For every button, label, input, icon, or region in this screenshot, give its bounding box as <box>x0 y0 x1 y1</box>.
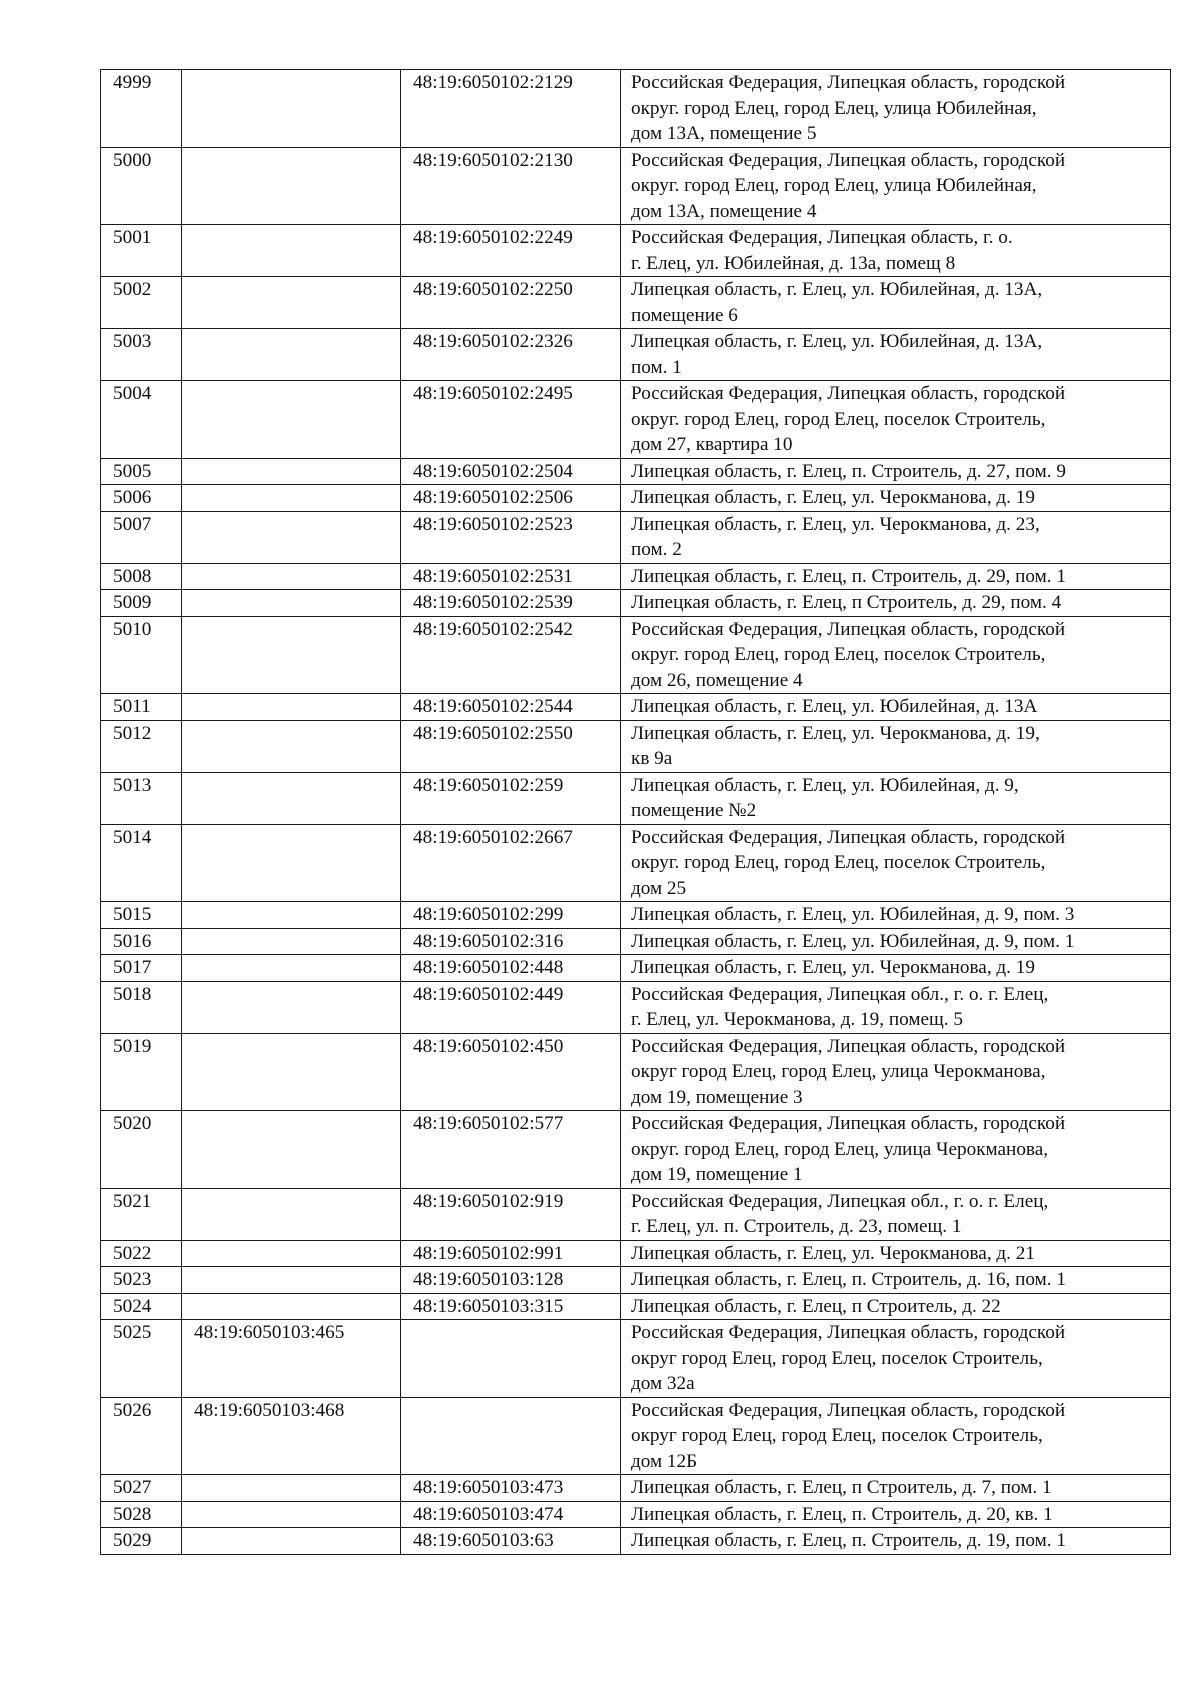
object-number-cell: 48:19:6050103:128 <box>401 1267 621 1294</box>
table-row <box>101 1397 1171 1475</box>
row-number-cell: 5023 <box>101 1267 182 1294</box>
table-row <box>101 1528 1171 1555</box>
parcel-number-cell <box>182 1033 401 1111</box>
parcel-number-cell: 48:19:6050103:465 <box>182 1320 401 1398</box>
table-row <box>101 1475 1171 1502</box>
parcel-number-cell <box>182 458 401 485</box>
address-line: Российская Федерация, Липецкая область, городской <box>631 1035 1066 1057</box>
object-number-cell: 48:19:6050102:259 <box>401 772 621 824</box>
address-line: дом 19, помещение 3 <box>631 1086 803 1108</box>
parcel-number-cell <box>182 329 401 381</box>
parcel-number-cell <box>182 981 401 1033</box>
address-line: г. Елец, ул. Черокманова, д. 19, помещ. 5 <box>631 1009 963 1030</box>
parcel-number-cell <box>182 277 401 329</box>
parcel-number-cell <box>182 772 401 824</box>
row-number-cell: 5029 <box>101 1528 182 1555</box>
address-line: дом 26, помещение 4 <box>631 669 803 691</box>
row-number-cell: 5018 <box>101 981 182 1033</box>
object-number-cell: 48:19:6050102:2531 <box>401 563 621 590</box>
address-cell <box>621 824 1171 902</box>
document-page <box>100 69 1171 1555</box>
address-line: Российская Федерация, Липецкая область, городской <box>631 1399 1066 1421</box>
address-line: округ. город Елец, город Елец, поселок Строитель, <box>631 852 1046 873</box>
table-row <box>101 70 1171 148</box>
row-number-cell: 5025 <box>101 1320 182 1398</box>
address-line: Российская Федерация, Липецкая область, городской <box>631 826 1066 848</box>
address-line: дом 32а <box>631 1373 695 1394</box>
object-number-cell: 48:19:6050102:449 <box>401 981 621 1033</box>
table-row <box>101 329 1171 381</box>
parcel-number-cell <box>182 902 401 929</box>
address-cell <box>621 225 1171 277</box>
table-row <box>101 511 1171 563</box>
row-number-cell: 5020 <box>101 1111 182 1189</box>
address-cell <box>621 720 1171 772</box>
address-cell <box>621 381 1171 459</box>
address-cell <box>621 70 1171 148</box>
object-number-cell: 48:19:6050102:2504 <box>401 458 621 485</box>
address-line: округ. город Елец, город Елец, улица Черокманова, <box>631 1138 1049 1160</box>
parcel-number-cell <box>182 1111 401 1189</box>
address-cell <box>621 511 1171 563</box>
address-line: Липецкая область, г. Елец, ул. Черокманова, д. 19 <box>631 487 1035 508</box>
address-cell <box>621 772 1171 824</box>
row-number-cell: 5007 <box>101 511 182 563</box>
address-cell <box>621 1397 1171 1475</box>
address-cell <box>621 147 1171 225</box>
address-line: Российская Федерация, Липецкая обл., г. о. г. Елец, <box>631 983 1049 1005</box>
address-line: Российская Федерация, Липецкая область, г. о. <box>631 227 1013 248</box>
address-line: пом. 1 <box>631 356 682 378</box>
address-line: округ город Елец, город Елец, улица Черокманова, <box>631 1061 1046 1082</box>
address-line: Липецкая область, г. Елец, п. Строитель, д. 19, пом. 1 <box>631 1530 1066 1551</box>
table-row <box>101 381 1171 459</box>
row-number-cell: 5014 <box>101 824 182 902</box>
address-cell <box>621 329 1171 381</box>
address-cell <box>621 458 1171 485</box>
row-number-cell: 5009 <box>101 590 182 617</box>
parcel-number-cell <box>182 1475 401 1502</box>
parcel-number-cell <box>182 1528 401 1555</box>
address-line: дом 19, помещение 1 <box>631 1164 803 1185</box>
parcel-number-cell <box>182 720 401 772</box>
address-cell <box>621 277 1171 329</box>
address-cell <box>621 1240 1171 1267</box>
address-cell <box>621 1033 1171 1111</box>
address-cell <box>621 1293 1171 1320</box>
parcel-number-cell <box>182 485 401 512</box>
table-row <box>101 1293 1171 1320</box>
table-row <box>101 147 1171 225</box>
address-line: Липецкая область, г. Елец, ул. Юбилейная, д. 9, пом. 1 <box>631 930 1075 952</box>
object-number-cell: 48:19:6050102:2495 <box>401 381 621 459</box>
row-number-cell: 5017 <box>101 955 182 982</box>
address-line: дом 25 <box>631 877 687 899</box>
registry-table-body <box>101 70 1171 1555</box>
object-number-cell: 48:19:6050102:2550 <box>401 720 621 772</box>
object-number-cell: 48:19:6050102:2506 <box>401 485 621 512</box>
address-line: Липецкая область, г. Елец, ул. Юбилейная, д. 13А, <box>631 331 1043 352</box>
row-number-cell: 5027 <box>101 1475 182 1502</box>
object-number-cell: 48:19:6050102:991 <box>401 1240 621 1267</box>
table-row <box>101 458 1171 485</box>
parcel-number-cell <box>182 694 401 721</box>
address-line: округ. город Елец, город Елец, улица Юбилейная, <box>631 175 1037 196</box>
address-line: дом 13А, помещение 5 <box>631 123 817 144</box>
row-number-cell: 5011 <box>101 694 182 721</box>
address-line: округ город Елец, город Елец, поселок Строитель, <box>631 1347 1043 1369</box>
table-row <box>101 1267 1171 1294</box>
address-cell <box>621 1501 1171 1528</box>
address-line: Липецкая область, г. Елец, п Строитель, д. 7, пом. 1 <box>631 1477 1052 1498</box>
address-cell <box>621 1475 1171 1502</box>
object-number-cell <box>401 1397 621 1475</box>
object-number-cell: 48:19:6050102:577 <box>401 1111 621 1189</box>
parcel-number-cell <box>182 147 401 225</box>
address-line: Липецкая область, г. Елец, п. Строитель, д. 20, кв. 1 <box>631 1503 1053 1525</box>
table-row <box>101 616 1171 694</box>
parcel-number-cell <box>182 563 401 590</box>
row-number-cell: 5019 <box>101 1033 182 1111</box>
address-line: Липецкая область, г. Елец, ул. Юбилейная, д. 9, пом. 3 <box>631 904 1075 925</box>
row-number-cell: 5005 <box>101 458 182 485</box>
address-line: Липецкая область, г. Елец, п. Строитель, д. 16, пом. 1 <box>631 1269 1066 1290</box>
row-number-cell: 5003 <box>101 329 182 381</box>
address-cell <box>621 1188 1171 1240</box>
object-number-cell: 48:19:6050102:2129 <box>401 70 621 148</box>
address-cell <box>621 1528 1171 1555</box>
object-number-cell: 48:19:6050102:2250 <box>401 277 621 329</box>
address-line: округ. город Елец, город Елец, улица Юбилейная, <box>631 97 1037 119</box>
address-cell <box>621 928 1171 955</box>
address-cell <box>621 616 1171 694</box>
table-row <box>101 1240 1171 1267</box>
object-number-cell: 48:19:6050102:2130 <box>401 147 621 225</box>
object-number-cell: 48:19:6050102:2249 <box>401 225 621 277</box>
parcel-number-cell <box>182 1267 401 1294</box>
parcel-number-cell <box>182 824 401 902</box>
row-number-cell: 5028 <box>101 1501 182 1528</box>
address-cell <box>621 1111 1171 1189</box>
row-number-cell: 5022 <box>101 1240 182 1267</box>
address-line: Липецкая область, г. Елец, ул. Юбилейная, д. 13А <box>631 696 1038 717</box>
address-line: Липецкая область, г. Елец, ул. Юбилейная, д. 13А, <box>631 279 1043 300</box>
address-cell <box>621 902 1171 929</box>
object-number-cell: 48:19:6050102:316 <box>401 928 621 955</box>
address-cell <box>621 563 1171 590</box>
object-number-cell: 48:19:6050102:2542 <box>401 616 621 694</box>
address-line: Российская Федерация, Липецкая область, городской <box>631 1113 1066 1134</box>
address-line: Липецкая область, г. Елец, п Строитель, д. 22 <box>631 1295 1001 1317</box>
table-row <box>101 1501 1171 1528</box>
address-line: Российская Федерация, Липецкая обл., г. о. г. Елец, <box>631 1190 1049 1212</box>
address-line: Липецкая область, г. Елец, ул. Черокманова, д. 19 <box>631 957 1035 978</box>
object-number-cell: 48:19:6050103:63 <box>401 1528 621 1555</box>
row-number-cell: 5001 <box>101 225 182 277</box>
address-line: округ. город Елец, город Елец, поселок Строитель, <box>631 408 1046 430</box>
object-number-cell: 48:19:6050103:315 <box>401 1293 621 1320</box>
table-row <box>101 1188 1171 1240</box>
parcel-number-cell <box>182 381 401 459</box>
row-number-cell: 5006 <box>101 485 182 512</box>
address-line: дом 13А, помещение 4 <box>631 200 817 222</box>
address-line: Липецкая область, г. Елец, п. Строитель, д. 29, пом. 1 <box>631 565 1066 587</box>
row-number-cell: 5000 <box>101 147 182 225</box>
address-cell <box>621 1267 1171 1294</box>
table-row <box>101 277 1171 329</box>
row-number-cell: 5021 <box>101 1188 182 1240</box>
parcel-number-cell <box>182 1188 401 1240</box>
address-line: Российская Федерация, Липецкая область, городской <box>631 149 1066 171</box>
parcel-number-cell: 48:19:6050103:468 <box>182 1397 401 1475</box>
address-line: помещение 6 <box>631 304 738 326</box>
object-number-cell: 48:19:6050103:473 <box>401 1475 621 1502</box>
parcel-number-cell <box>182 1293 401 1320</box>
row-number-cell: 5012 <box>101 720 182 772</box>
address-line: Российская Федерация, Липецкая область, городской <box>631 1322 1066 1343</box>
table-row <box>101 1033 1171 1111</box>
address-line: г. Елец, ул. п. Строитель, д. 23, помещ. 1 <box>631 1216 962 1237</box>
address-cell <box>621 694 1171 721</box>
registry-table <box>100 69 1171 1555</box>
object-number-cell: 48:19:6050102:2544 <box>401 694 621 721</box>
parcel-number-cell <box>182 1501 401 1528</box>
parcel-number-cell <box>182 928 401 955</box>
table-row <box>101 955 1171 982</box>
address-cell <box>621 981 1171 1033</box>
address-line: Липецкая область, г. Елец, ул. Черокманова, д. 23, <box>631 513 1040 535</box>
table-row <box>101 563 1171 590</box>
address-line: пом. 2 <box>631 539 682 560</box>
object-number-cell: 48:19:6050102:448 <box>401 955 621 982</box>
object-number-cell: 48:19:6050102:299 <box>401 902 621 929</box>
row-number-cell: 5016 <box>101 928 182 955</box>
object-number-cell: 48:19:6050102:2539 <box>401 590 621 617</box>
table-row <box>101 981 1171 1033</box>
row-number-cell: 5010 <box>101 616 182 694</box>
address-line: Российская Федерация, Липецкая область, городской <box>631 72 1066 93</box>
address-cell <box>621 485 1171 512</box>
row-number-cell: 5004 <box>101 381 182 459</box>
row-number-cell: 5008 <box>101 563 182 590</box>
table-row <box>101 928 1171 955</box>
address-line: кв 9а <box>631 748 673 769</box>
object-number-cell: 48:19:6050103:474 <box>401 1501 621 1528</box>
parcel-number-cell <box>182 1240 401 1267</box>
parcel-number-cell <box>182 70 401 148</box>
parcel-number-cell <box>182 955 401 982</box>
address-line: Российская Федерация, Липецкая область, городской <box>631 618 1066 640</box>
parcel-number-cell <box>182 616 401 694</box>
address-cell <box>621 1320 1171 1398</box>
object-number-cell: 48:19:6050102:2667 <box>401 824 621 902</box>
address-line: Липецкая область, г. Елец, п. Строитель, д. 27, пом. 9 <box>631 460 1066 482</box>
parcel-number-cell <box>182 511 401 563</box>
address-line: Липецкая область, г. Елец, п Строитель, д. 29, пом. 4 <box>631 592 1062 613</box>
table-row <box>101 1111 1171 1189</box>
object-number-cell: 48:19:6050102:919 <box>401 1188 621 1240</box>
row-number-cell: 5013 <box>101 772 182 824</box>
address-line: дом 27, квартира 10 <box>631 434 793 455</box>
table-row <box>101 590 1171 617</box>
address-cell <box>621 955 1171 982</box>
table-row <box>101 1320 1171 1398</box>
parcel-number-cell <box>182 225 401 277</box>
address-line: дом 12Б <box>631 1450 698 1472</box>
address-line: округ. город Елец, город Елец, поселок Строитель, <box>631 644 1046 665</box>
address-line: г. Елец, ул. Юбилейная, д. 13а, помещ 8 <box>631 252 956 274</box>
table-row <box>101 902 1171 929</box>
object-number-cell: 48:19:6050102:2326 <box>401 329 621 381</box>
row-number-cell: 5015 <box>101 902 182 929</box>
address-line: Липецкая область, г. Елец, ул. Юбилейная, д. 9, <box>631 774 1019 796</box>
table-row <box>101 694 1171 721</box>
address-line: Липецкая область, г. Елец, ул. Черокманова, д. 21 <box>631 1242 1035 1264</box>
address-line: помещение №2 <box>631 800 757 821</box>
table-row <box>101 485 1171 512</box>
address-line: Липецкая область, г. Елец, ул. Черокманова, д. 19, <box>631 722 1040 744</box>
table-row <box>101 225 1171 277</box>
table-row <box>101 720 1171 772</box>
table-row <box>101 772 1171 824</box>
row-number-cell: 5026 <box>101 1397 182 1475</box>
object-number-cell: 48:19:6050102:2523 <box>401 511 621 563</box>
address-line: Российская Федерация, Липецкая область, городской <box>631 383 1066 404</box>
object-number-cell <box>401 1320 621 1398</box>
object-number-cell: 48:19:6050102:450 <box>401 1033 621 1111</box>
row-number-cell: 5024 <box>101 1293 182 1320</box>
table-row <box>101 824 1171 902</box>
address-line: округ город Елец, город Елец, поселок Строитель, <box>631 1425 1043 1446</box>
address-cell <box>621 590 1171 617</box>
row-number-cell: 5002 <box>101 277 182 329</box>
row-number-cell: 4999 <box>101 70 182 148</box>
parcel-number-cell <box>182 590 401 617</box>
